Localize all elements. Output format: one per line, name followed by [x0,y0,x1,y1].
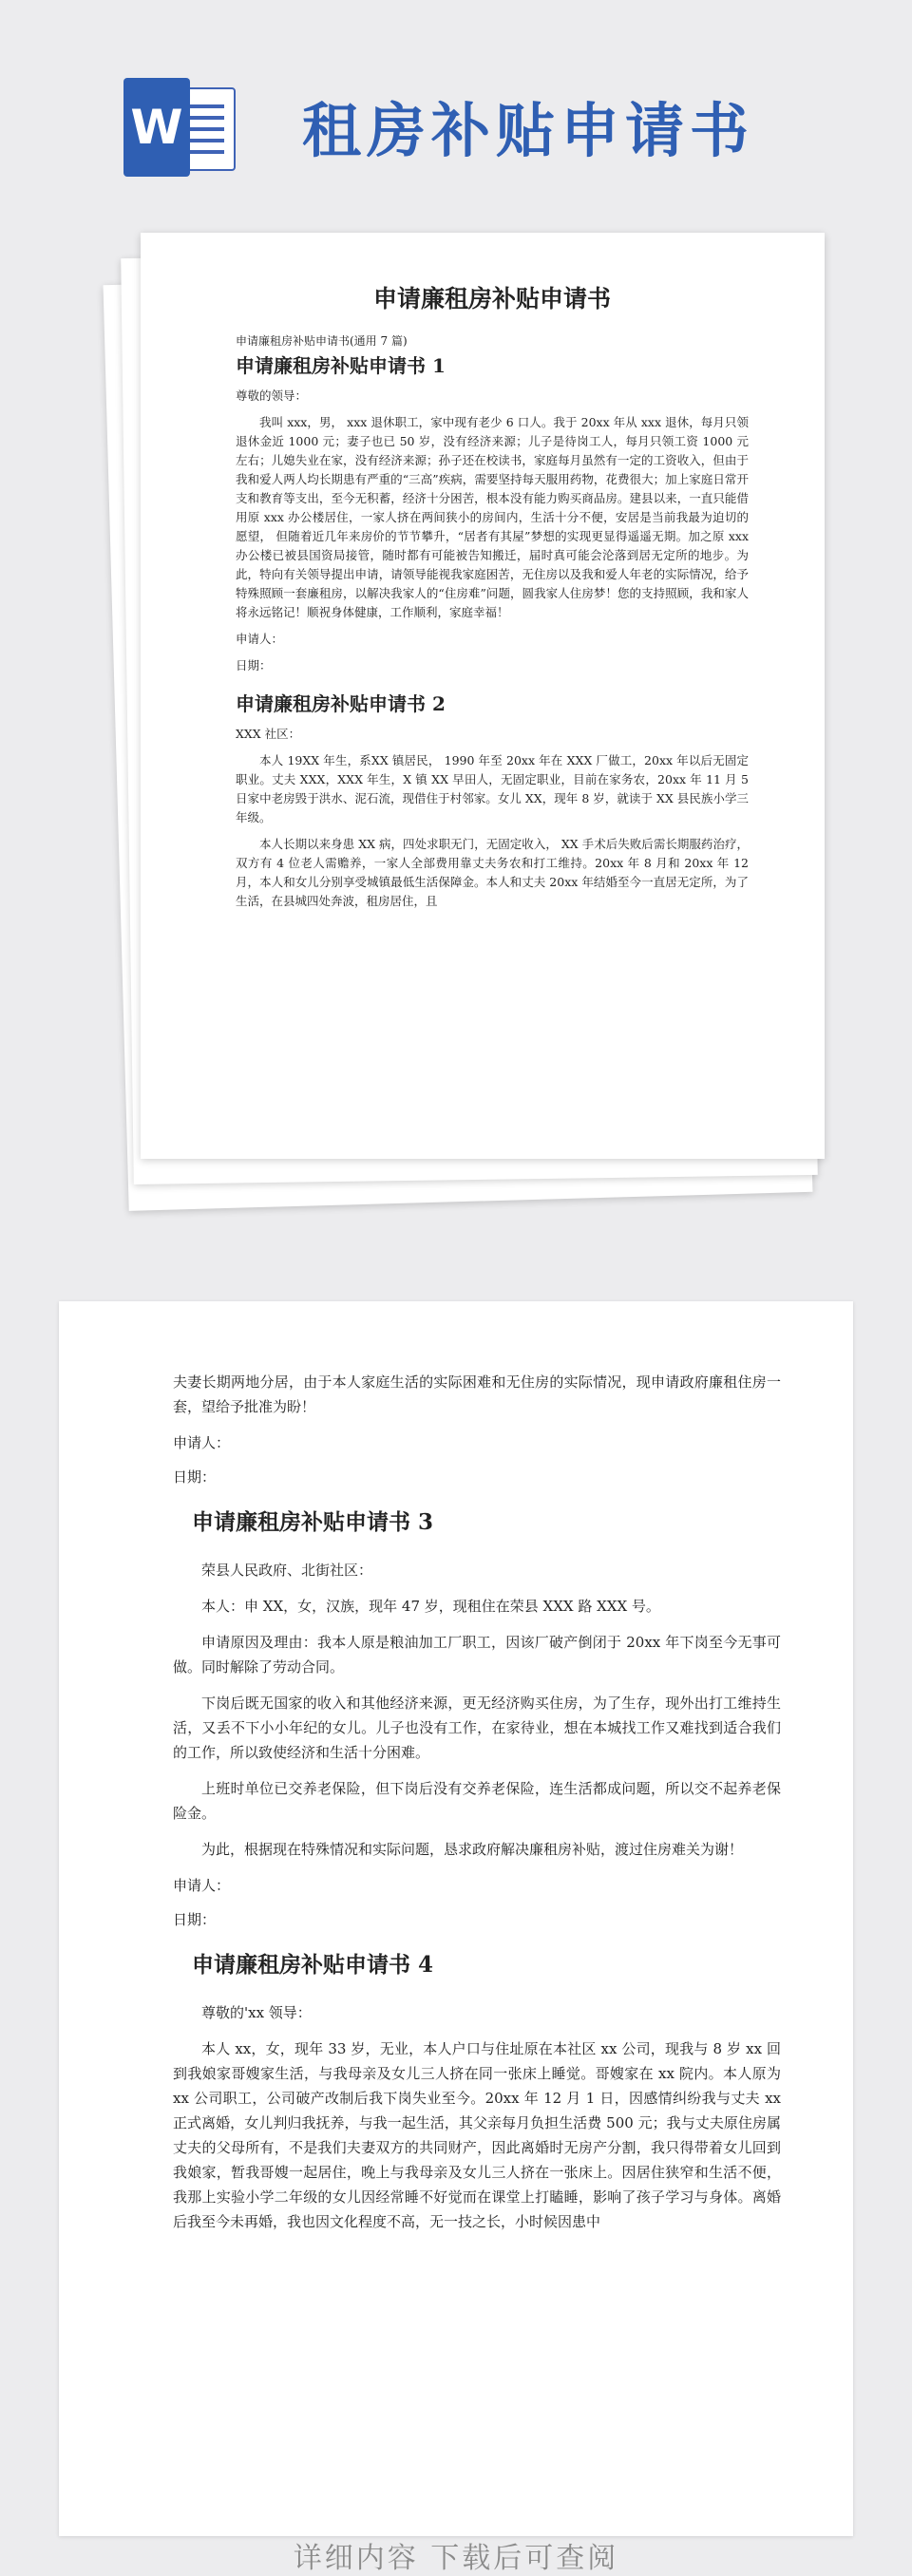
signature-line-1: 申请人： [236,632,284,646]
section-heading-2: 申请廉租房补贴申请书 2 [236,692,446,715]
date-line-1: 日期： [236,658,272,672]
signature-line-2: 申请人： [173,1434,231,1451]
section-body-2: 本人 19XX 年生，系XX 镇居民， 1990 年至 20xx 年在 XXX 厂做工，20xx 年以后无固定职业。丈夫 XXX，XXX 年生，X 镇 XX 早田人，无固定职业，目前在家务农，20xx 年 11 月 5 日家中老房毁于洪水、泥石流，现借住于村邻家。女儿 XX，现年 8 岁，就读于 XX 县民族小学三年级。 [236,753,749,824]
signature-line-3: 申请人： [173,1877,231,1894]
document-page-1 [141,233,825,1159]
salutation-3: 荣县人民政府、北街社区： [201,1562,373,1579]
date-line-3: 日期： [173,1911,217,1928]
page1-title: 申请廉租房补贴申请书 [372,285,611,313]
continued-paragraph: 夫妻长期两地分居，由于本人家庭生活的实际困难和无住房的实际情况，现申请政府廉租住房一套，望给予批准为盼！ [173,1373,781,1415]
section-4-para-1: 本人 xx，女，现年 33 岁，无业，本人户口与住址原在本社区 xx 公司，现我与 8 岁 xx 回到我娘家哥嫂家生活，与我母亲及女儿三人挤在同一张床上睡觉。哥嫂家在 xx 院内。本人原为 xx 公司职工，公司破产改制后我下岗失业至今。20xx 年 12 月 1 日，因感情纠纷我与丈夫 xx 正式离婚，女儿判归我抚养，与我一起生活，其父亲每月负担生活费 500 元；我与丈夫原住房属丈夫的父母所有，不是我们夫妻双方的共同财产，因此离婚时无房产分割，我只得带着女儿回到我娘家，暂我哥嫂一起居住，晚上与我母亲及女儿三人挤在一张床上。因居住狭窄和生活不便，我那上实验小学二年级的女儿因经常睡不好觉而在课堂上打瞌睡，影响了孩子学习与身体。离婚后我至今未再婚，我也因文化程度不高，无一技之长，小时候因患中 [173,2040,781,2230]
section-heading-4: 申请廉租房补贴申请书 4 [192,1952,434,1978]
salutation-2: XXX 社区： [236,727,301,741]
page1-subtitle: 申请廉租房补贴申请书(通用 7 篇) [236,334,408,348]
section-3-para-5: 为此，根据现在特殊情况和实际问题，恳求政府解决廉租房补贴，渡过住房难关为谢！ [201,1841,744,1858]
section-heading-3: 申请廉租房补贴申请书 3 [192,1509,434,1535]
salutation-4: 尊敬的'xx 领导： [201,2004,312,2021]
page-header [0,0,912,237]
section-3-para-1: 本人：申 XX，女，汉族，现年 47 岁，现租住在荣县 XXX 路 XXX 号。 [201,1598,660,1615]
salutation-1: 尊敬的领导： [236,388,308,403]
section-heading-1: 申请廉租房补贴申请书 1 [236,354,446,377]
section-body-2b: 本人长期以来身患 XX 病，四处求职无门，无固定收入， XX 手术后失败后需长期服药治疗，双方有 4 位老人需赡养，一家人全部费用靠丈夫务农和打工维持。20xx 年 8 月和 20xx 年 12 月，本人和女儿分别享受城镇最低生活保障金。本人和丈夫 20xx 年结婚至今一直居无定所，为了生活，在县城四处奔波，租房居住，且 [236,837,749,908]
section-body-1: 我叫 xxx，男， xxx 退休职工，家中现有老少 6 口人。我于 20xx 年从 xxx 退休，每月只领退休金近 1000 元；妻子也已 50 岁，没有经济来源；儿子是待岗工人，每月只领工资 1000 元左右；儿媳失业在家，没有经济来源；孙子还在校读书，家庭每月虽然有一定的工资收入，但由于我和爱人两人均长期患有严重的“三高”疾病，需要坚持每天服用药物，花费很大；加上家庭日常开支和教育等支出，至今无积蓄，经济十分困苦，根本没有能力购买商品房。建县以来，一直只能借用原 xxx 办公楼居住，一家人挤在两间狭小的房间内，生活十分不便，安居是当前我最为迫切的愿望， 但随着近几年来房价的节节攀升，“居者有其屋”梦想的实现更显得遥遥无期。加之原 xxx 办公楼已被县国资局接管，随时都有可能被告知搬迁，届时真可能会沦落到居无定所的地步。为此，特向有关领导提出申请，请领导能视我家庭困苦，无住房以及我和爱人年老的实际情况，给予特殊照顾一套廉租房，以解决我家人的“住房难”问题，圆我家人住房梦！您的支持照顾，我和家人将永远铭记！顺祝身体健康，工作顺利，家庭幸福！ [236,415,749,619]
date-line-2: 日期： [173,1468,217,1486]
section-3-para-2: 申请原因及理由：我本人原是粮油加工厂职工，因该厂破产倒闭于 20xx 年下岗至今无事可做。同时解除了劳动合同。 [173,1634,781,1676]
word-document-icon [124,78,238,177]
document-title: 租房补贴申请书 [302,96,755,165]
download-hint: 详细内容 下载后可查阅 [293,2542,619,2575]
document-page-2 [59,1301,853,2536]
word-icon-letter: W [124,78,190,177]
section-3-para-4: 上班时单位已交养老保险，但下岗后没有交养老保险，连生活都成问题，所以交不起养老保险金。 [173,1780,781,1822]
section-3-para-3: 下岗后既无国家的收入和其他经济来源，更无经济购买住房，为了生存，现外出打工维持生活，又丢不下小小年纪的女儿。儿子也没有工作，在家待业，想在本城找工作又难找到适合我们的工作，所以致使经济和生活十分困难。 [173,1695,781,1761]
